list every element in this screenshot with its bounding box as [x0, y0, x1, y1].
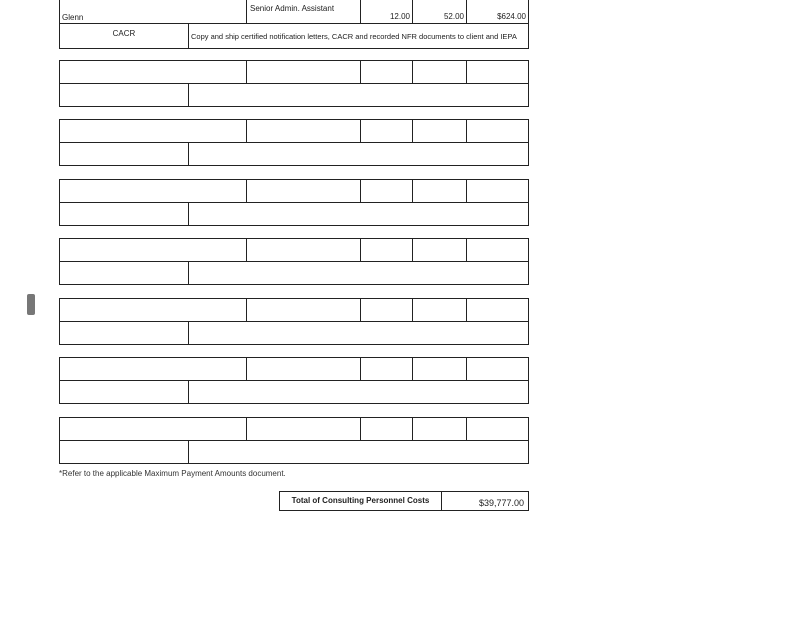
hours-value: 12.00: [389, 12, 410, 21]
hours-cell: [361, 299, 413, 321]
description-cell: [189, 84, 528, 106]
task-cell: [60, 441, 189, 463]
hours-cell: [361, 358, 413, 380]
footnote: *Refer to the applicable Maximum Payment Amounts document.: [59, 469, 286, 478]
description-cell: [189, 381, 528, 403]
description-cell: [189, 441, 528, 463]
title-cell: [247, 299, 361, 321]
total-cell: [467, 0, 528, 23]
rate-cell: [413, 120, 467, 142]
title-cell: [247, 61, 361, 83]
hours-cell: [361, 61, 413, 83]
total-cell: [467, 120, 528, 142]
description-cell: [189, 322, 528, 344]
personnel-entry-filled: [59, 0, 529, 49]
description-cell: [189, 24, 528, 48]
hours-cell: [361, 239, 413, 261]
hours-cell: [361, 120, 413, 142]
personnel-entry-empty: [59, 417, 529, 464]
employee-title: Senior Admin. Assistant: [250, 4, 335, 13]
name-cell: [60, 239, 247, 261]
title-cell: [247, 239, 361, 261]
total-cell: [467, 180, 528, 202]
name-cell: [60, 299, 247, 321]
name-cell: [60, 418, 247, 440]
personnel-entry-empty: [59, 357, 529, 404]
task-cell: [60, 24, 189, 48]
rate-cell: [413, 0, 467, 23]
title-cell: [247, 180, 361, 202]
rate-cell: [413, 418, 467, 440]
total-cell: [467, 299, 528, 321]
hours-cell: [361, 180, 413, 202]
task-cell: [60, 143, 189, 165]
title-cell: [247, 418, 361, 440]
task-code: CACR: [112, 29, 136, 38]
title-cell: [247, 120, 361, 142]
total-value: $39,777.00: [478, 498, 524, 508]
rate-cell: [413, 239, 467, 261]
total-cell: [467, 239, 528, 261]
hours-cell: [361, 418, 413, 440]
personnel-entry-empty: [59, 179, 529, 226]
employee-name: Glenn: [62, 13, 84, 22]
task-cell: [60, 203, 189, 225]
total-cell: [467, 358, 528, 380]
description-cell: [189, 143, 528, 165]
rate-cell: [413, 358, 467, 380]
task-cell: [60, 381, 189, 403]
total-costs-box: [279, 491, 529, 511]
description-cell: [189, 262, 528, 284]
title-cell: [247, 358, 361, 380]
rate-value: 52.00: [443, 12, 464, 21]
total-cell: [467, 61, 528, 83]
personnel-entry-empty: [59, 238, 529, 285]
personnel-entry-empty: [59, 298, 529, 345]
name-cell: [60, 180, 247, 202]
task-description: Copy and ship certified notification letters, CACR and recorded NFR documents to client and IEPA: [191, 32, 517, 41]
side-marker: [27, 294, 35, 315]
rate-cell: [413, 299, 467, 321]
name-cell: [60, 0, 247, 23]
name-cell: [60, 61, 247, 83]
total-label: Total of Consulting Personnel Costs: [280, 492, 442, 510]
task-cell: [60, 322, 189, 344]
name-cell: [60, 358, 247, 380]
line-total-value: $624.00: [497, 12, 526, 21]
personnel-entry-empty: [59, 60, 529, 107]
task-cell: [60, 262, 189, 284]
title-cell: [247, 0, 361, 23]
rate-cell: [413, 180, 467, 202]
name-cell: [60, 120, 247, 142]
personnel-entry-empty: [59, 119, 529, 166]
rate-cell: [413, 61, 467, 83]
hours-cell: [361, 0, 413, 23]
task-cell: [60, 84, 189, 106]
total-cell: [467, 418, 528, 440]
description-cell: [189, 203, 528, 225]
